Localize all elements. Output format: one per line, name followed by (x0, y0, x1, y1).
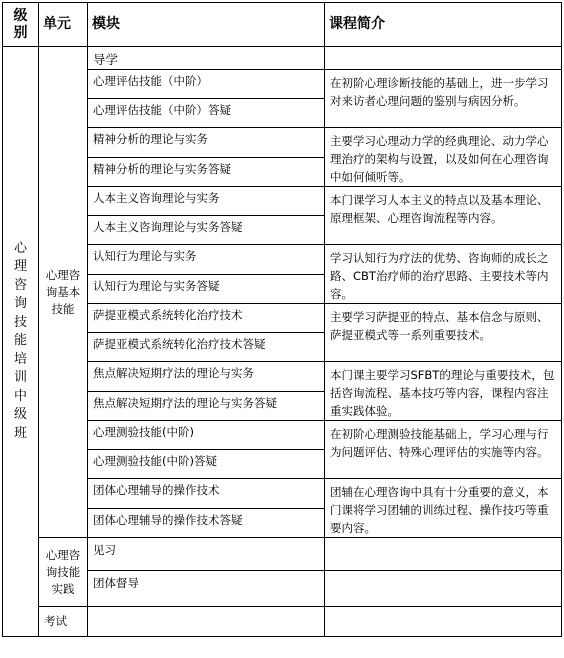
header-level: 级别 (3, 3, 39, 47)
intro-item: 学习认知行为疗法的优势、咨询师的成长之路、CBT治疗师的治疗思路、主要技术等内容。 (325, 245, 562, 304)
module-practice: 见习 (88, 538, 325, 571)
intro-item: 在初阶心理测验技能基础上，学习心理与行为问题评估、特殊心理评估的实施等内容。 (325, 421, 562, 479)
module-item: 萨提亚模式系统转化治疗技术 (88, 304, 325, 333)
intro-practice (325, 571, 562, 607)
module-item: 团体心理辅导的操作技术 (88, 479, 325, 509)
intro-item: 本门课主要学习SFBT的理论与重要技术，包括咨询流程、基本技巧等内容，课程内容注重实践体验。 (325, 362, 562, 421)
module-item: 认知行为理论与实务 (88, 245, 325, 275)
header-intro: 课程简介 (325, 3, 562, 47)
intro-item: 主要学习心理动力学的经典理论、动力学心理治疗的架构与设置，以及如何在心理咨询中如何倾听等。 (325, 128, 562, 187)
header-module: 模块 (88, 3, 325, 47)
module-item: 焦点解决短期疗法的理论与实务答疑 (88, 391, 325, 421)
intro-item: 主要学习萨提亚的特点、基本信念与原则、萨提亚模式等一系列重要技术。 (325, 304, 562, 362)
course-table (2, 2, 562, 637)
module-item: 心理测验技能(中阶)答疑 (88, 450, 325, 479)
module-item: 认知行为理论与实务答疑 (88, 274, 325, 304)
module-item: 精神分析的理论与实务 (88, 128, 325, 158)
module-item: 人本主义咨询理论与实务答疑 (88, 216, 325, 245)
intro-practice (325, 538, 562, 571)
module-item: 团体心理辅导的操作技术答疑 (88, 508, 325, 538)
module-item: 心理测验技能(中阶) (88, 421, 325, 450)
exam-module (88, 607, 325, 637)
intro-guide (325, 47, 562, 70)
module-item: 人本主义咨询理论与实务 (88, 187, 325, 216)
module-guide: 导学 (88, 47, 325, 70)
module-item: 心理评估技能（中阶） (88, 70, 325, 99)
module-item: 焦点解决短期疗法的理论与实务 (88, 362, 325, 392)
level-cell: 心理咨询技能培训中级班 (3, 47, 39, 637)
unit-basic: 心理咨询基本技能 (39, 47, 88, 538)
exam-intro (325, 607, 562, 637)
module-item: 心理评估技能（中阶）答疑 (88, 99, 325, 128)
module-item: 精神分析的理论与实务答疑 (88, 157, 325, 187)
module-item: 萨提亚模式系统转化治疗技术答疑 (88, 333, 325, 362)
intro-item: 团辅在心理咨询中具有十分重要的意义，本门课将学习团辅的训练过程、操作技巧等重要内容。 (325, 479, 562, 538)
unit-exam: 考试 (39, 607, 88, 637)
intro-item: 本门课学习人本主义的特点以及基本理论、原理框架、心理咨询流程等内容。 (325, 187, 562, 245)
header-unit: 单元 (39, 3, 88, 47)
unit-practice: 心理咨询技能实践 (39, 538, 88, 607)
module-practice: 团体督导 (88, 571, 325, 607)
intro-item: 在初阶心理诊断技能的基础上，进一步学习对来访者心理问题的鉴别与病因分析。 (325, 70, 562, 128)
